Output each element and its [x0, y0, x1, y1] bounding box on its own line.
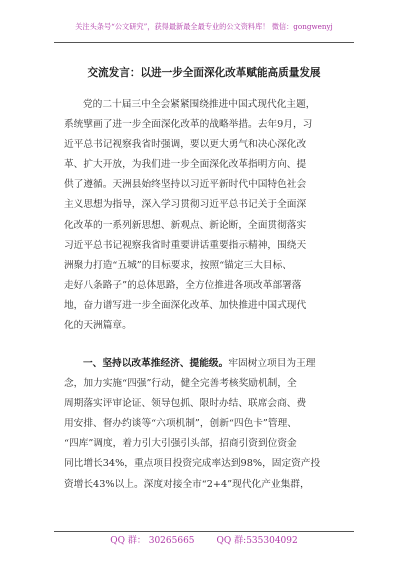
footer-qq-group-1: QQ 群： 30265665: [110, 536, 195, 546]
paragraph-line: 走好八条路子”的总体思路，全方位推进各项改革部署落: [64, 279, 302, 291]
paragraph-line: 供了遵循。天洲县始终坚持以习近平新时代中国特色社会: [64, 179, 307, 191]
paragraph-line: “四库”调度，着力引大引强引头部，招商引资到位资金: [64, 438, 297, 450]
paragraph-line: 同比增长34%，重点项目投资完成率达到98%，固定资产投: [64, 458, 321, 470]
section-1-heading: 一、坚持以改革推经济、提能级。: [83, 358, 229, 369]
page-footer: [0, 535, 408, 547]
page-header-banner: 关注头条号“公文研究”，获得最新最全最专业的公文资料库！ 微信：gongwenyj: [75, 22, 333, 31]
paragraph-line: 周期落实评审论证、领导包抓、限时办结、联席会商、费: [64, 398, 307, 410]
section-1-paragraph: [64, 354, 358, 495]
paragraph-line: 地，奋力谱写进一步全面深化改革、加快推进中国式现代: [64, 299, 307, 311]
paragraph-line: 念，加力实施“四强”行动，健全完善考核奖励机制，全: [64, 378, 297, 390]
paragraph-line: 革、扩大开放，为我们进一步全面深化改革指明方向、提: [64, 159, 307, 171]
document-title: 交流发言：以进一步全面深化改革赋能高质量发展: [87, 67, 321, 79]
paragraph-line: 主义思想为指导，深入学习贯彻习近平总书记关于全面深: [64, 199, 307, 211]
footer-divider: [54, 531, 354, 532]
paragraph-line: 化的天洲篇章。: [64, 320, 132, 332]
paragraph-line: 系统擘画了进一步全面深化改革的战略举措。去年9月，习: [64, 119, 313, 131]
section-1-first-line-text: 牢固树立项目为王理: [228, 358, 316, 369]
footer-qq-group-2: QQ 群:535304092: [216, 536, 298, 546]
paragraph-line: 近平总书记视察我省时强调，要以更大勇气和决心深化改: [64, 139, 307, 151]
header-divider: [54, 42, 354, 43]
paragraph-line: 党的二十届三中全会紧紧围绕推进中国式现代化主题，: [83, 99, 316, 110]
section-1-first-line: [64, 354, 358, 374]
paragraph-line: 用安排、督办约谈等“六项机制”，创新“四色卡”管理、: [64, 418, 297, 430]
paragraph-line: 化改革的一系列新思想、新观点、新论断，全面贯彻落实: [64, 219, 307, 231]
paragraph-line: 资增长43%以上。深度对接全市“2+4”现代化产业集群，: [64, 478, 310, 490]
paragraph-line: 习近平总书记视察我省时重要讲话重要指示精神，围绕天: [64, 239, 307, 251]
intro-paragraph: [64, 95, 358, 336]
paragraph-line: 洲聚力打造“五城”的目标要求，按照“锚定三大目标、: [64, 259, 292, 271]
